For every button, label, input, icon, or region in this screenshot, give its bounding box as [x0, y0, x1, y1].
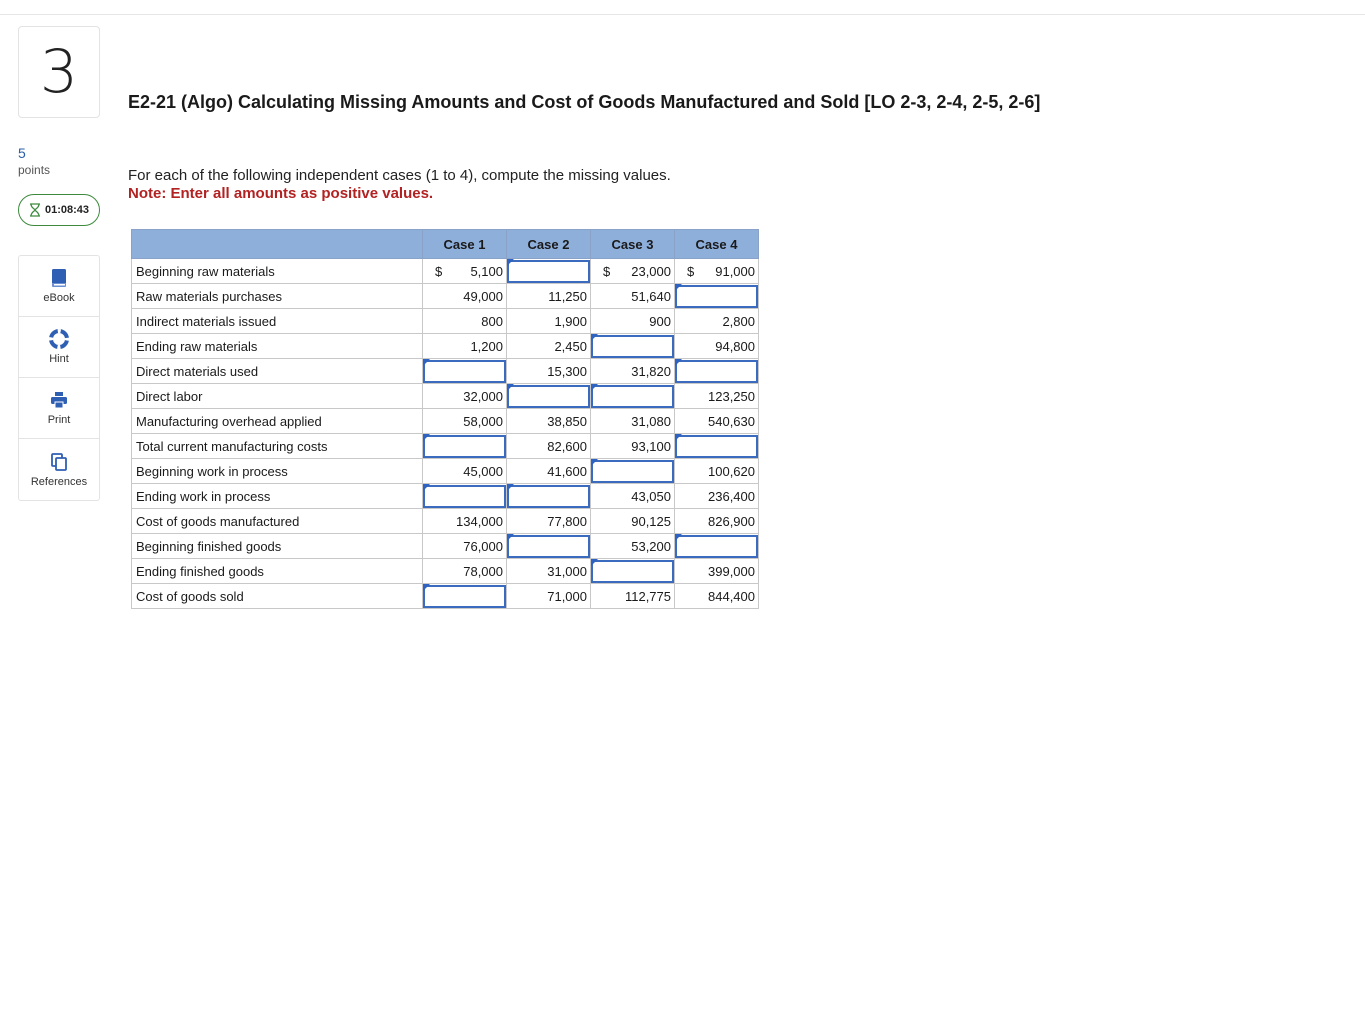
answer-input[interactable]: [507, 485, 590, 508]
cell-value: 31,820: [631, 363, 671, 379]
answer-input[interactable]: [591, 335, 674, 358]
value-cell: [675, 509, 759, 534]
cell-value: 2,450: [554, 338, 587, 354]
answer-input[interactable]: [507, 260, 590, 283]
flag-icon: [423, 434, 430, 441]
table-row: [132, 559, 759, 584]
ebook-button[interactable]: [19, 256, 99, 317]
cell-value: 51,640: [631, 288, 671, 304]
currency-symbol: $: [435, 263, 443, 279]
cell-value: 900: [649, 313, 671, 329]
references-label: References: [30, 475, 88, 488]
answer-input[interactable]: [507, 535, 590, 558]
answer-input[interactable]: [507, 385, 590, 408]
cell-value: 1,200: [470, 338, 503, 354]
flag-icon: [675, 359, 682, 366]
answer-cell[interactable]: [675, 284, 759, 309]
ebook-label: eBook: [43, 292, 75, 304]
table-row: [132, 284, 759, 309]
row-label: Total current manufacturing costs: [132, 434, 423, 459]
value-cell: [675, 384, 759, 409]
table-row: [132, 334, 759, 359]
table-row: [132, 259, 759, 284]
cell-value: 100,620: [708, 463, 755, 479]
value-cell: [675, 409, 759, 434]
answer-cell[interactable]: [423, 484, 507, 509]
value-cell: [507, 434, 591, 459]
header-case-4: Case 4: [675, 230, 759, 259]
answer-cell[interactable]: [675, 534, 759, 559]
value-cell: [423, 559, 507, 584]
table-row: [132, 459, 759, 484]
value-cell: [507, 359, 591, 384]
row-label: Beginning work in process: [132, 459, 423, 484]
cell-value: 38,850: [547, 413, 587, 429]
table-row: [132, 509, 759, 534]
cell-value: 540,630: [708, 413, 755, 429]
value-cell: [423, 309, 507, 334]
flag-icon: [675, 284, 682, 291]
value-cell: [423, 534, 507, 559]
header-blank: [132, 230, 423, 259]
header-case-2: Case 2: [507, 230, 591, 259]
cell-value: 399,000: [708, 563, 755, 579]
cell-value: 2,800: [722, 313, 755, 329]
cell-value: 236,400: [708, 488, 755, 504]
flag-icon: [423, 584, 430, 591]
answer-cell[interactable]: [591, 559, 675, 584]
row-label: Beginning finished goods: [132, 534, 423, 559]
value-cell: [507, 334, 591, 359]
flag-icon: [591, 384, 598, 391]
answer-cell[interactable]: [507, 534, 591, 559]
row-label: Cost of goods manufactured: [132, 509, 423, 534]
answer-input[interactable]: [675, 435, 758, 458]
value-cell: [675, 484, 759, 509]
table-row: [132, 409, 759, 434]
flag-icon: [675, 434, 682, 441]
cell-value: 5,100: [470, 263, 503, 279]
answer-input[interactable]: [423, 585, 506, 608]
print-button[interactable]: [19, 378, 99, 439]
value-cell: [591, 584, 675, 609]
answer-input[interactable]: [423, 485, 506, 508]
value-cell: [591, 409, 675, 434]
table-header-row: [132, 230, 759, 259]
answer-cell[interactable]: [591, 334, 675, 359]
cell-value: 844,400: [708, 588, 755, 604]
answer-input[interactable]: [675, 360, 758, 383]
currency-symbol: $: [603, 263, 611, 279]
value-cell: [423, 459, 507, 484]
cell-value: 82,600: [547, 438, 587, 454]
tools-panel: [18, 255, 100, 501]
row-label: Raw materials purchases: [132, 284, 423, 309]
value-cell: [591, 534, 675, 559]
answer-input[interactable]: [423, 435, 506, 458]
hint-label: Hint: [49, 353, 69, 365]
answer-cell[interactable]: [591, 459, 675, 484]
row-label: Ending work in process: [132, 484, 423, 509]
row-label: Direct labor: [132, 384, 423, 409]
table-row: [132, 384, 759, 409]
cell-value: 78,000: [463, 563, 503, 579]
value-cell: [675, 559, 759, 584]
cell-value: 71,000: [547, 588, 587, 604]
value-cell: [423, 384, 507, 409]
cell-value: 15,300: [547, 363, 587, 379]
value-cell: [423, 284, 507, 309]
cell-value: 58,000: [463, 413, 503, 429]
answer-input[interactable]: [591, 385, 674, 408]
flag-icon: [507, 259, 514, 266]
answer-cell[interactable]: [423, 584, 507, 609]
cases-table: [131, 229, 759, 609]
flag-icon: [591, 334, 598, 341]
value-cell: [507, 559, 591, 584]
cell-value: 49,000: [463, 288, 503, 304]
value-cell: [591, 434, 675, 459]
row-label: Indirect materials issued: [132, 309, 423, 334]
row-label: Cost of goods sold: [132, 584, 423, 609]
table-row: [132, 309, 759, 334]
table-row: [132, 434, 759, 459]
answer-cell[interactable]: [591, 384, 675, 409]
table-row: [132, 534, 759, 559]
header-case-1: Case 1: [423, 230, 507, 259]
table-row: [132, 484, 759, 509]
value-cell: [591, 359, 675, 384]
value-cell: [675, 459, 759, 484]
value-cell: [507, 284, 591, 309]
flag-icon: [591, 559, 598, 566]
flag-icon: [423, 484, 430, 491]
cell-value: 1,900: [554, 313, 587, 329]
answer-input[interactable]: [591, 560, 674, 583]
answer-input[interactable]: [675, 535, 758, 558]
row-label: Beginning raw materials: [132, 259, 423, 284]
cell-value: 11,250: [548, 288, 587, 304]
value-cell: [507, 459, 591, 484]
table-row: [132, 359, 759, 384]
value-cell: [423, 409, 507, 434]
hint-button[interactable]: [19, 317, 99, 378]
cell-value: 41,600: [547, 463, 587, 479]
value-cell: [591, 509, 675, 534]
cell-value: 90,125: [631, 513, 671, 529]
cell-value: 31,080: [631, 413, 671, 429]
cell-value: 31,000: [547, 563, 587, 579]
value-cell: [423, 334, 507, 359]
hourglass-icon: [29, 203, 41, 217]
answer-cell[interactable]: [507, 384, 591, 409]
currency-symbol: $: [687, 263, 695, 279]
cell-value: 112,775: [624, 588, 671, 604]
value-cell: [591, 484, 675, 509]
answer-cell[interactable]: [423, 359, 507, 384]
timer[interactable]: [18, 194, 100, 226]
cell-value: 45,000: [463, 463, 503, 479]
question-number: 3: [18, 26, 100, 118]
printer-icon: [49, 390, 69, 410]
cell-value: 123,250: [708, 388, 755, 404]
flag-icon: [675, 534, 682, 541]
print-label: Print: [47, 414, 71, 426]
value-cell: [507, 509, 591, 534]
value-cell: [507, 584, 591, 609]
cell-value: 94,800: [715, 338, 755, 354]
answer-cell[interactable]: [675, 434, 759, 459]
book-icon: [49, 268, 69, 288]
top-divider: [0, 14, 1365, 15]
value-cell: [507, 409, 591, 434]
answer-cell[interactable]: [507, 484, 591, 509]
cell-value: 134,000: [456, 513, 503, 529]
value-cell: [507, 309, 591, 334]
answer-cell[interactable]: [507, 259, 591, 284]
value-cell: [675, 259, 759, 284]
answer-input[interactable]: [423, 360, 506, 383]
value-cell: [675, 334, 759, 359]
flag-icon: [591, 459, 598, 466]
note: Note: Enter all amounts as positive values.: [128, 185, 434, 202]
question-title: E2-21 (Algo) Calculating Missing Amounts and Cost of Goods Manufactured and Sold [LO 2-3, 2-4, 2-5, 2-6]: [128, 92, 1041, 112]
value-cell: [591, 284, 675, 309]
timer-value: 01:08:43: [44, 204, 90, 216]
value-cell: [591, 259, 675, 284]
cell-value: 77,800: [547, 513, 587, 529]
cell-value: 23,000: [631, 263, 671, 279]
table-row: [132, 584, 759, 609]
lifebuoy-icon: [49, 329, 69, 349]
copy-icon: [49, 452, 69, 472]
cell-value: 32,000: [463, 388, 503, 404]
value-cell: [423, 509, 507, 534]
cell-value: 800: [481, 313, 503, 329]
row-label: Manufacturing overhead applied: [132, 409, 423, 434]
header-case-3: Case 3: [591, 230, 675, 259]
cell-value: 43,050: [631, 488, 671, 504]
cell-value: 76,000: [463, 538, 503, 554]
instructions: For each of the following independent cases (1 to 4), compute the missing values.: [128, 167, 671, 184]
answer-input[interactable]: [675, 285, 758, 308]
answer-cell[interactable]: [423, 434, 507, 459]
row-label: Direct materials used: [132, 359, 423, 384]
flag-icon: [507, 384, 514, 391]
answer-cell[interactable]: [675, 359, 759, 384]
points-label: points: [18, 163, 51, 177]
points-value: 5: [18, 145, 26, 161]
value-cell: [591, 309, 675, 334]
row-label: Ending finished goods: [132, 559, 423, 584]
flag-icon: [507, 484, 514, 491]
row-label: Ending raw materials: [132, 334, 423, 359]
flag-icon: [423, 359, 430, 366]
cell-value: 826,900: [708, 513, 755, 529]
flag-icon: [507, 534, 514, 541]
value-cell: [675, 584, 759, 609]
cell-value: 91,000: [715, 263, 755, 279]
cell-value: 93,100: [631, 438, 671, 454]
cell-value: 53,200: [631, 538, 671, 554]
value-cell: [675, 309, 759, 334]
value-cell: [423, 259, 507, 284]
answer-input[interactable]: [591, 460, 674, 483]
references-button[interactable]: [19, 439, 99, 500]
